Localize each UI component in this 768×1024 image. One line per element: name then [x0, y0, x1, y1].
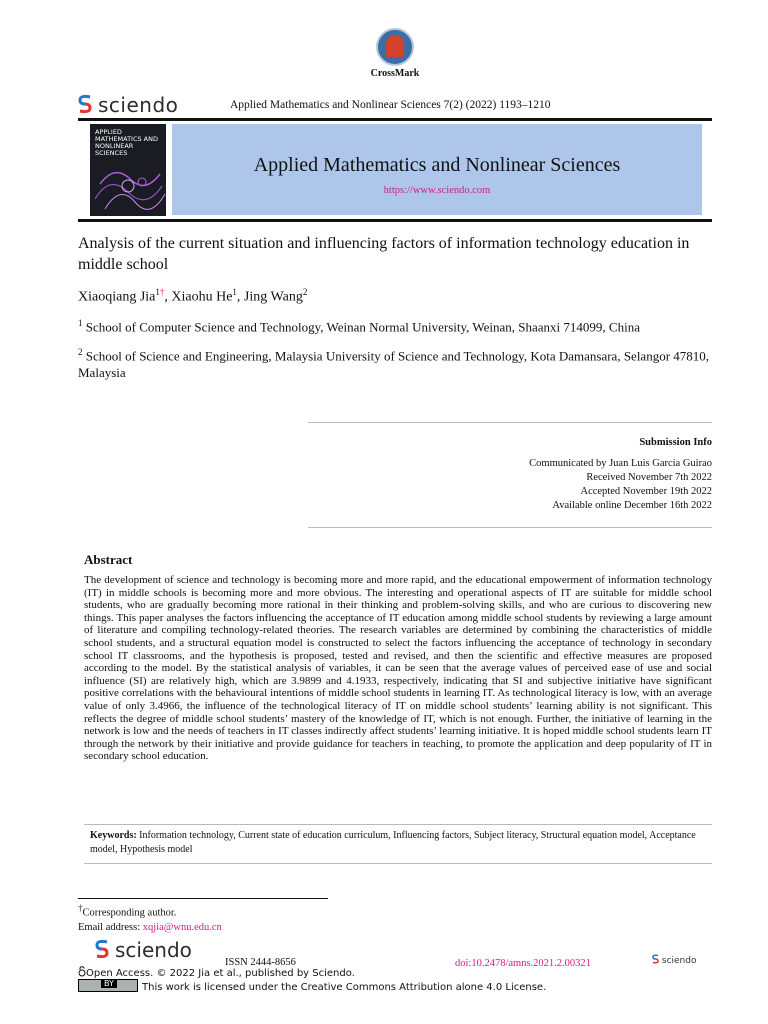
submission-accepted: Accepted November 19th 2022 — [580, 486, 712, 497]
footnote — [78, 901, 222, 935]
author-separator: , — [164, 289, 172, 305]
open-access-text: Open Access. © 2022 Jia et al., published by Sciendo. — [86, 968, 355, 979]
author-affiliation-number: 1 — [155, 287, 160, 297]
footer-logo-text: sciendo — [115, 938, 192, 962]
sciendo-small-logo-icon — [652, 954, 659, 964]
submission-info — [308, 436, 712, 513]
crossmark-label: CrossMark — [370, 68, 420, 79]
license-text: This work is licensed under the Creative Commons Attribution alone 4.0 License. — [142, 982, 547, 993]
keywords-rule-top — [84, 824, 712, 825]
paper-title: Analysis of the current situation and influencing factors of information technology education in middle school — [78, 235, 690, 273]
sciendo-logo-icon — [95, 939, 109, 959]
affiliation-number: 1 — [78, 318, 83, 328]
journal-cover-image — [90, 124, 166, 216]
affiliation-text: School of Computer Science and Technology, Weinan Normal University, Weinan, Shaanxi 714099, China — [85, 319, 640, 335]
cc-by-license-icon[interactable] — [78, 979, 138, 992]
author-affiliation-number: 2 — [302, 287, 308, 297]
footnote-rule — [78, 898, 328, 899]
crossmark-badge[interactable] — [360, 28, 430, 79]
crossmark-icon — [376, 28, 414, 66]
submission-rule-top — [308, 422, 712, 423]
corresponding-author-note: Corresponding author. — [82, 907, 177, 919]
submission-received: Received November 7th 2022 — [586, 472, 712, 483]
submission-available: Available online December 16th 2022 — [552, 500, 712, 511]
submission-rule-bottom — [308, 527, 712, 528]
sciendo-logo-icon — [78, 94, 92, 114]
affiliation-number: 2 — [78, 347, 83, 357]
author-list — [78, 287, 307, 306]
keywords — [90, 829, 712, 857]
author-name: Xiaohu He — [171, 289, 233, 305]
abstract-heading: Abstract — [84, 552, 133, 567]
email-link[interactable]: xqjia@wnu.edu.cn — [142, 921, 222, 933]
footer-small-logo-text: sciendo — [661, 956, 697, 966]
email-label: Email address: — [78, 921, 143, 933]
license-notice — [78, 979, 546, 993]
open-access-notice — [78, 966, 355, 979]
affiliation-text: School of Science and Engineering, Malaysia University of Science and Technology, Kota Damansara, Selangor 47810, Malaysia — [78, 348, 710, 381]
footnote-mark: † — [78, 903, 83, 913]
author-affiliation-number: 1 — [232, 287, 237, 297]
cover-fractal-art — [90, 124, 166, 216]
footer-small-logo — [652, 954, 696, 966]
doi-link[interactable]: doi:10.2478/amns.2021.2.00321 — [455, 958, 591, 969]
journal-url-link[interactable]: https://www.sciendo.com — [383, 185, 491, 196]
author-name: Xiaoqiang Jia — [78, 289, 156, 305]
keywords-rule-bottom — [84, 863, 712, 864]
journal-name: Applied Mathematics and Nonlinear Sciences — [253, 154, 621, 176]
sciendo-logo-text: sciendo — [98, 93, 179, 117]
banner-rule — [78, 219, 712, 222]
issn: ISSN 2444-8656 — [225, 957, 296, 968]
sciendo-logo — [78, 93, 178, 117]
open-access-icon — [78, 966, 86, 977]
keywords-label: Keywords: — [90, 830, 137, 841]
submission-communicated: Communicated by Juan Luis García Guirao — [529, 458, 712, 469]
cover-title: APPLIED MATHEMATICS AND NONLINEAR SCIENCES — [95, 128, 158, 157]
affiliation-2 — [78, 344, 718, 381]
cc-badge-text: BY — [101, 979, 117, 988]
abstract-text: The development of science and technology is becoming more and more rapid, and the educational empowerment of information technology (IT) in middle schools is becoming more and more obvious. The interesting and operational aspects of IT are suitable for middle school students, who are gradually becoming more rational in their thinking and problem-solving skills, and who are curious to discovering new things. This paper analyses the factors influencing the acceptance of IT education among middle school students by reviewing a large amount of literature and compiling technology-related theories. The research variables are determined by combining the characteristics of middle school students, and a structural equation model is constructed to select the factors influencing the acceptance of technology in secondary school IT classrooms, and the hypothesis is proposed, tested and revised, and then the scientific and effective measures are proposed according to the model. By the statistical analysis of variables, it can be seen that the average values of perceived ease of use and social influence (SI) are relatively high, which are 3.9899 and 4.1933, respectively, indicating that SI and subjective initiative have significant positive correlations with the behavioural intentions of middle school students in learning IT. As technological literacy is low, with an average value of only 3.4966, the influence of the technological literacy of IT on middle school students’ learning ability is not significant. This reflects the degree of middle school students’ mastery of the knowledge of IT, which is not enough. Further, the initiative of learning in the network is low and the needs of teachers in IT classes indirectly affect students’ learning initiative. It is hoped middle school students learn IT through the network by their initiative and provide guidance for teachers in teaching, to promote the application and deep popularity of IT in secondary school education. — [84, 574, 712, 763]
author-name: Jing Wang — [243, 289, 303, 305]
keywords-text: Information technology, Current state of education curriculum, Influencing factors, Subject literacy, Structural equation model, Acceptance model, Hypothesis model — [90, 830, 696, 855]
header-rule — [78, 118, 712, 121]
journal-citation: Applied Mathematics and Nonlinear Sciences 7(2) (2022) 1193–1210 — [230, 99, 551, 111]
submission-info-heading: Submission Info — [639, 437, 712, 448]
corresponding-author-mark[interactable]: † — [159, 287, 165, 297]
author-separator: , — [236, 289, 244, 305]
journal-banner — [172, 124, 702, 215]
affiliation-1 — [78, 318, 718, 335]
footer-sciendo-logo — [95, 938, 192, 962]
